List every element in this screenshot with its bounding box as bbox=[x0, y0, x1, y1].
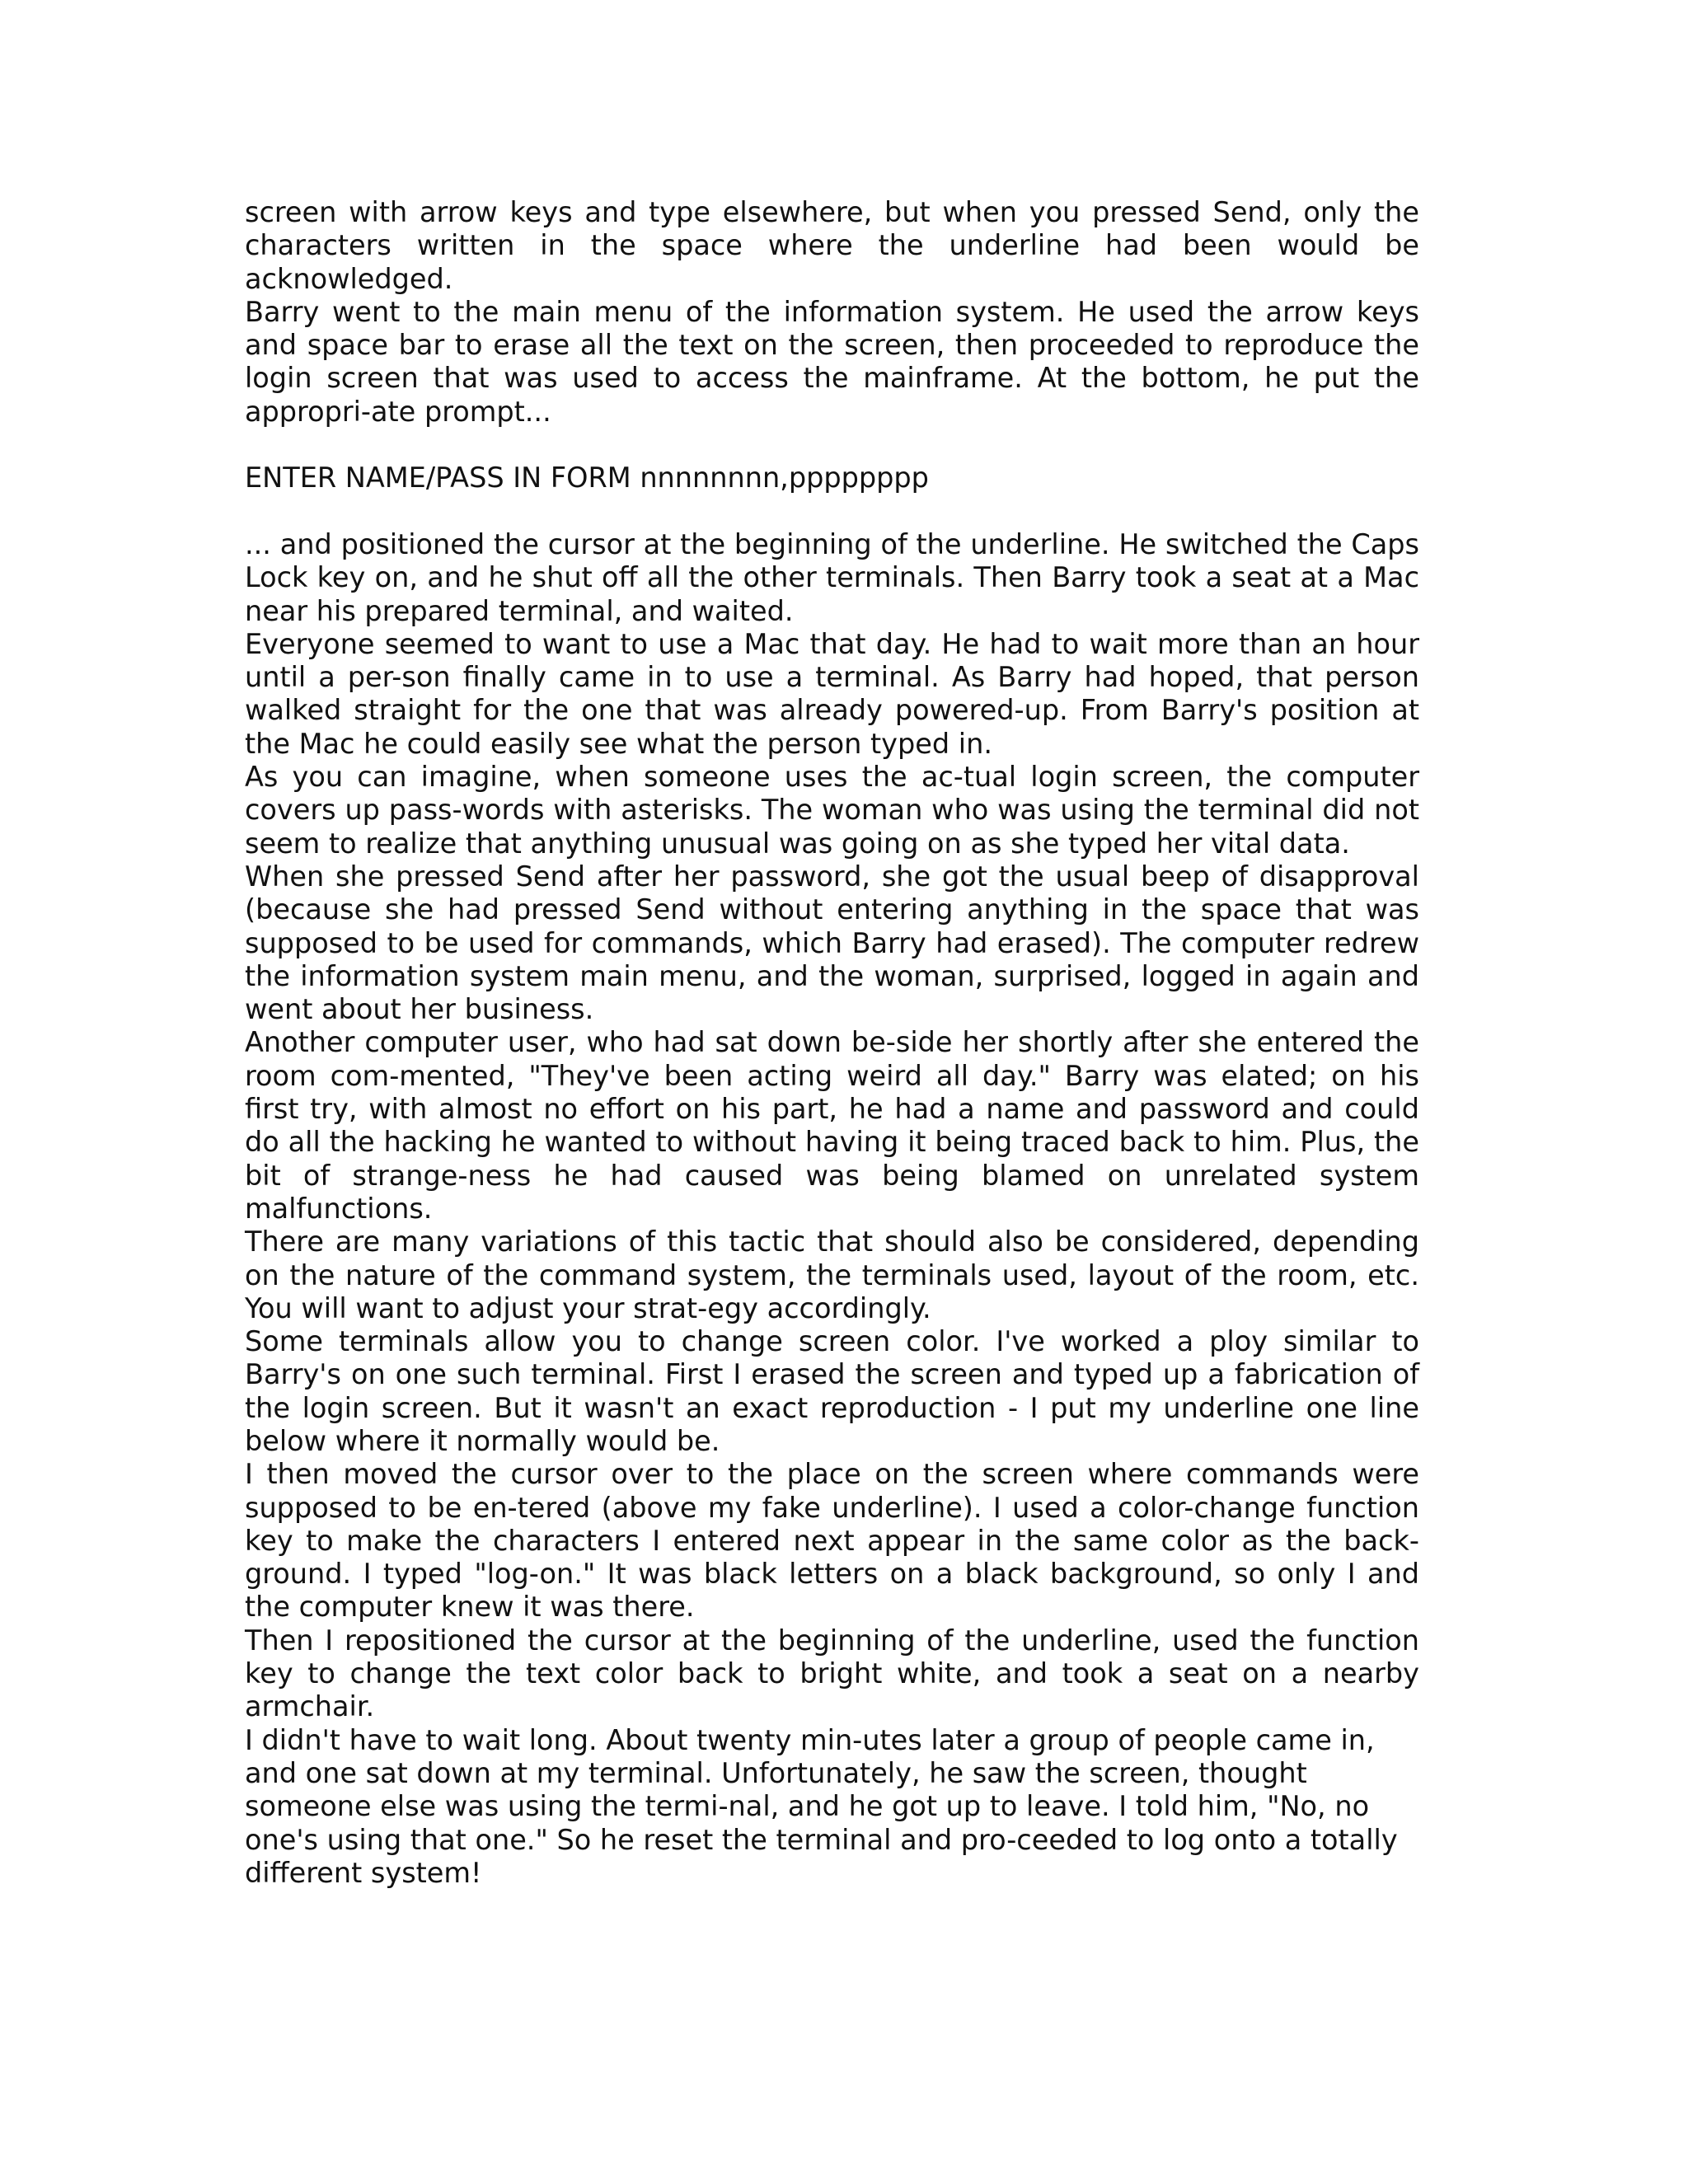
paragraph: ... and positioned the cursor at the beginning of the underline. He switched the Caps Lock key on, and he shut off all the other terminals. Then Barry took a seat at a Mac near his prepared terminal, and waited. bbox=[245, 527, 1419, 627]
paragraph: Then I repositioned the cursor at the beginning of the underline, used the function key to change the text color back to bright white, and took a seat on a nearby armchair. bbox=[245, 1624, 1419, 1723]
login-prompt-line: ENTER NAME/PASS IN FORM nnnnnnnn,pppppppp bbox=[245, 462, 929, 494]
paragraph: I didn't have to wait long. About twenty min-utes later a group of people came in, and one sat down at my terminal. Unfortunately, he saw the screen, thought someone else was using the termi-nal, and he got up to leave. I told him, "No, no one's using that one." So he reset the terminal and pro-ceeded to log onto a totally different system! bbox=[245, 1723, 1398, 1889]
paragraph: There are many variations of this tactic that should also be considered, depending on the nature of the command system, the terminals used, layout of the room, etc. You will want to adjust your strat-egy accordingly. bbox=[245, 1226, 1419, 1324]
paragraph: Everyone seemed to want to use a Mac that day. He had to wait more than an hour until a per-son finally came in to use a terminal. As Barry had hoped, that person walked straight for the one that was already powered-up. From Barry's position at the Mac he could easily see what the person typed in. bbox=[245, 627, 1419, 760]
paragraph: As you can imagine, when someone uses the ac-tual login screen, the computer covers up pass-words with asterisks. The woman who was using the terminal did not seem to realize that anything unusual was going on as she typed her vital data. bbox=[245, 761, 1419, 860]
paragraph: Barry went to the main menu of the information system. He used the arrow keys and space bar to erase all the text on the screen, then proceeded to reproduce the login screen that was used to access the mainframe. At the bottom, he put the appropri-ate prompt... bbox=[245, 295, 1419, 428]
document-page bbox=[245, 196, 1419, 1890]
paragraph: Another computer user, who had sat down be-side her shortly after she entered the room com-mented, "They've been acting weird all day." Barry was elated; on his first try, with almost no effort on his part, he had a name and password and could do all the hacking he wanted to without having it being traced back to him. Plus, the bit of strange-ness he had caused was being blamed on unrelated system malfunctions. bbox=[245, 1026, 1419, 1225]
paragraph: screen with arrow keys and type elsewhere, but when you pressed Send, only the characters written in the space where the underline had been would be acknowledged. bbox=[245, 196, 1419, 295]
paragraph: Some terminals allow you to change screen color. I've worked a ploy similar to Barry's on one such terminal. First I erased the screen and typed up a fabrication of the login screen. But it wasn't an exact reproduction - I put my underline one line below where it normally would be. bbox=[245, 1325, 1419, 1457]
paragraph: When she pressed Send after her password, she got the usual beep of disapproval (because she had pressed Send without entering anything in the space that was supposed to be used for commands, which Barry had erased). The computer redrew the information system main menu, and the woman, surprised, logged in again and went about her business. bbox=[245, 860, 1419, 1026]
paragraph: I then moved the cursor over to the place on the screen where commands were supposed to be en-tered (above my fake underline). I used a color-change function key to make the characters I entered next appear in the same color as the back-ground. I typed "log-on." It was black letters on a black background, so only I and the computer knew it was there. bbox=[245, 1458, 1419, 1624]
